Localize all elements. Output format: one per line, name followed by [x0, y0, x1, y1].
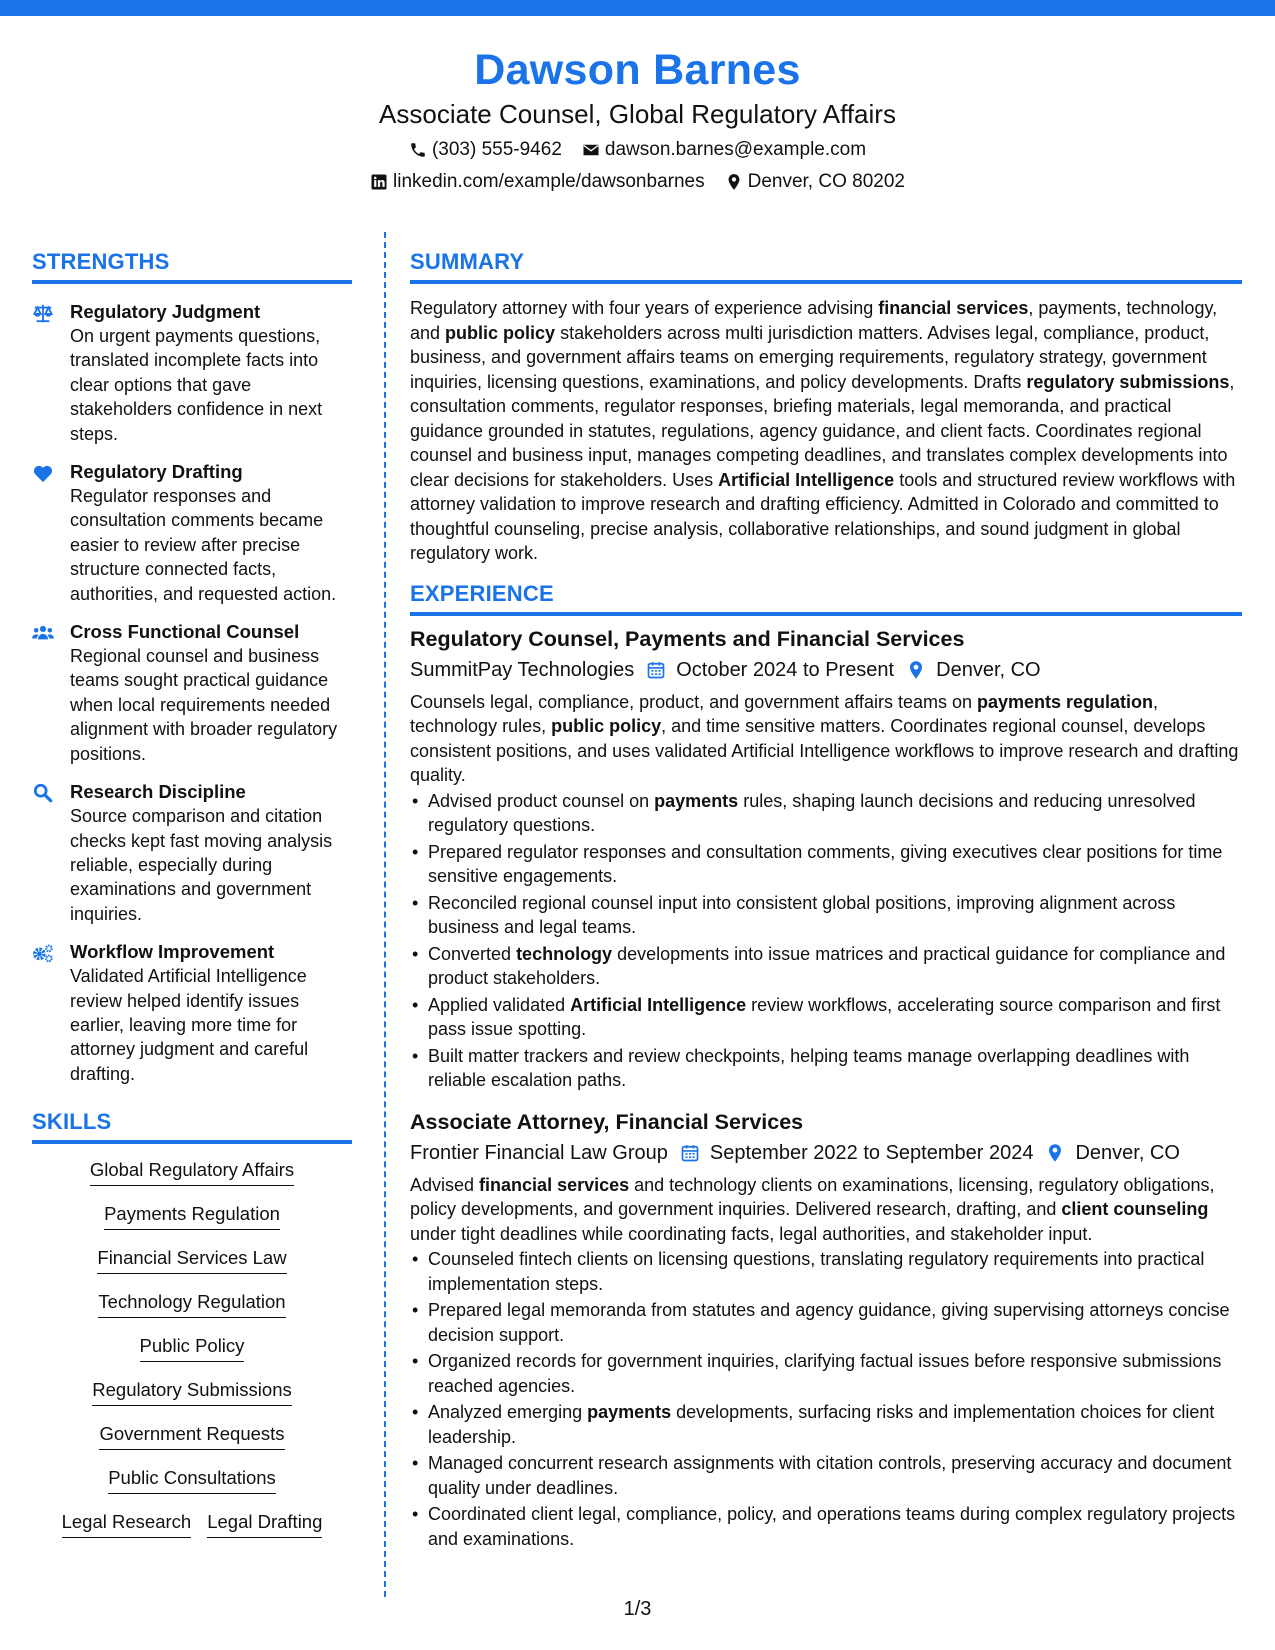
skill-tag: Public Consultations	[108, 1466, 276, 1494]
users-icon	[32, 623, 54, 643]
scale-icon	[32, 303, 54, 323]
envelope-icon	[582, 141, 600, 159]
bullet-item: • Applied validated Artificial Intelligence review workflows, accelerating source comparison and first pass issue spotting.	[410, 993, 1242, 1042]
skills-list	[32, 1158, 352, 1538]
bold-keyword: payments	[587, 1402, 672, 1422]
job-bullets	[410, 1247, 1242, 1551]
skill-tag: Global Regulatory Affairs	[90, 1158, 294, 1186]
column-divider	[384, 232, 386, 1597]
map-pin-icon	[906, 660, 926, 680]
bold-keyword: client counseling	[1061, 1199, 1209, 1219]
page-number: 1/3	[623, 1598, 652, 1620]
linkedin-contact[interactable]	[370, 170, 705, 194]
bold-keyword: financial services	[479, 1174, 630, 1195]
bold-keyword: payments regulation	[976, 691, 1154, 712]
contact-row-2	[0, 170, 1275, 194]
phone-text: (303) 555-9462	[431, 139, 562, 160]
strength-item	[32, 780, 352, 926]
bullet-item: • Organized records for government inquiries, clarifying factual issues before responsive submissions reached agencies.	[410, 1349, 1242, 1398]
candidate-role: Associate Counsel, Global Regulatory Affairs	[379, 99, 896, 129]
skill-tag: Technology Regulation	[98, 1290, 285, 1318]
strength-text: On urgent payments questions, translated incomplete facts into clear options that gave stakeholders confidence in next steps.	[70, 326, 323, 444]
phone-contact[interactable]	[409, 138, 562, 162]
top-accent-bar	[0, 0, 1275, 16]
job-title: Regulatory Counsel, Payments and Financial Services	[410, 626, 965, 651]
job-company: Frontier Financial Law Group	[410, 1141, 668, 1164]
skill-tag: Regulatory Submissions	[92, 1378, 291, 1406]
bullet-item: • Managed concurrent research assignments with citation controls, preserving accuracy and document quality under deadlines.	[410, 1451, 1242, 1500]
job-location: Denver, CO	[936, 658, 1041, 681]
bold-keyword: Artificial Intelligence	[570, 994, 747, 1015]
bullet-item: • Advised product counsel on payments rules, shaping launch decisions and reducing unresolved regulatory questions.	[410, 789, 1242, 838]
email-contact[interactable]	[582, 138, 866, 162]
location-contact	[725, 170, 905, 194]
calendar-icon	[646, 660, 666, 680]
bullet-item: • Counseled fintech clients on licensing questions, translating regulatory requirements into practical implementation steps.	[410, 1247, 1242, 1296]
strength-text: Regional counsel and business teams sought practical guidance when local requirements needed alignment with broader regulatory positions.	[70, 646, 338, 764]
bold-keyword: financial services	[878, 298, 1029, 318]
bold-keyword: Artificial Intelligence	[718, 469, 895, 490]
map-pin-icon	[1045, 1143, 1065, 1163]
strength-title: Workflow Improvement	[70, 941, 275, 963]
job-location: Denver, CO	[1075, 1141, 1180, 1164]
bullet-item: • Prepared legal memoranda from statutes and agency guidance, giving supervising attorneys concise decision support.	[410, 1298, 1242, 1347]
search-icon	[32, 783, 54, 803]
strengths-list	[32, 300, 352, 1086]
skill-tag: Government Requests	[99, 1422, 284, 1450]
skills-heading: SKILLS	[32, 1108, 352, 1144]
strength-title: Cross Functional Counsel	[70, 621, 300, 643]
bullet-item: • Reconciled regional counsel input into consistent global positions, improving alignment across business and legal teams.	[410, 891, 1242, 940]
linkedin-text: linkedin.com/example/dawsonbarnes	[393, 171, 705, 192]
bold-keyword: payments	[654, 790, 739, 811]
job-description: Counsels legal, compliance, product, and government affairs teams on payments regulation, technology rules, public policy, and time sensitive matters. Coordinates regional counsel, develops consistent positions, and uses validated Artificial Intelligence workflows to improve research and drafting quality.	[410, 691, 1239, 785]
calendar-icon	[680, 1143, 700, 1163]
experience-heading: EXPERIENCE	[410, 580, 1242, 616]
bold-keyword: public policy	[445, 322, 556, 343]
strength-item	[32, 460, 352, 606]
strength-text: Source comparison and citation checks kept fast moving analysis reliable, especially during examinations and government inquiries.	[70, 806, 333, 924]
job-bullets	[410, 789, 1242, 1093]
job-entry	[410, 624, 1242, 1093]
bullet-item: • Built matter trackers and review checkpoints, helping teams manage overlapping deadlines with reliable escalation paths.	[410, 1044, 1242, 1093]
contact-row-1	[0, 138, 1275, 162]
strength-text: Regulator responses and consultation comments became easier to review after precise structure connected facts, authorities, and requested action.	[70, 486, 337, 604]
bullet-item: • Analyzed emerging payments developments, surfacing risks and implementation choices for client leadership.	[410, 1400, 1242, 1449]
skill-tag: Legal Drafting	[207, 1510, 322, 1538]
job-meta	[410, 1139, 1242, 1167]
skill-tag: Financial Services Law	[97, 1246, 286, 1274]
bullet-item: • Converted technology developments into issue matrices and practical guidance for compliance and product stakeholders.	[410, 942, 1242, 991]
job-company: SummitPay Technologies	[410, 658, 635, 681]
email-text: dawson.barnes@example.com	[604, 139, 867, 160]
strength-text: Validated Artificial Intelligence review helped identify issues earlier, leaving more time for attorney judgment and careful drafting.	[70, 966, 309, 1084]
candidate-name: Dawson Barnes	[474, 46, 801, 94]
gears-icon	[32, 943, 54, 963]
right-column	[410, 248, 1242, 1553]
summary-heading: SUMMARY	[410, 248, 1242, 284]
job-entry	[410, 1107, 1242, 1552]
skill-tag: Public Policy	[140, 1334, 245, 1362]
strengths-heading: STRENGTHS	[32, 248, 352, 284]
bullet-item: • Coordinated client legal, compliance, policy, and operations teams during complex regulatory projects and examinations.	[410, 1502, 1242, 1551]
job-dates: September 2022 to September 2024	[709, 1141, 1034, 1164]
job-meta	[410, 656, 1242, 684]
bullet-item: • Prepared regulator responses and consultation comments, giving executives clear positions for time sensitive engagements.	[410, 840, 1242, 889]
bold-keyword: regulatory submissions	[1026, 371, 1230, 392]
job-title: Associate Attorney, Financial Services	[410, 1109, 804, 1134]
strength-title: Regulatory Drafting	[70, 461, 243, 483]
linkedin-icon	[370, 173, 388, 191]
location-text: Denver, CO 80202	[747, 171, 905, 192]
strength-title: Research Discipline	[70, 781, 246, 803]
job-description: Advised financial services and technology clients on examinations, licensing, regulatory obligations, policy developments, and government inquiries. Delivered research, drafting, and client counseling under tight deadlines while coordinating facts, legal authorities, and stakeholder input.	[410, 1174, 1215, 1244]
phone-icon	[409, 141, 427, 159]
bold-keyword: public policy	[551, 716, 662, 736]
skill-tag: Payments Regulation	[104, 1202, 280, 1230]
summary-text: Regulatory attorney with four years of experience advising financial services, payments, technology, and public policy stakeholders across multi jurisdiction matters. Advises legal, compliance, product, business, and government affairs teams on emerging requirements, regulatory strategy, government inquiries, licensing questions, examinations, and policy developments. Drafts regulatory submissions, consultation comments, regulator responses, briefing materials, legal memoranda, and practical guidance grounded in statutes, regulations, agency guidance, and client facts. Coordinates regional counsel and business input, manages competing deadlines, and translates complex developments into clear decisions for stakeholders. Uses Artificial Intelligence tools and structured review workflows with attorney validation to improve research and drafting efficiency. Admitted in Colorado and committed to thoughtful counseling, precise analysis, collaborative relationships, and sound judgment in global regulatory work.	[410, 298, 1236, 563]
strength-item	[32, 300, 352, 446]
strength-title: Regulatory Judgment	[70, 301, 261, 322]
job-dates: October 2024 to Present	[676, 658, 895, 681]
bold-keyword: technology	[516, 943, 613, 964]
left-column	[32, 248, 352, 1538]
strength-item	[32, 940, 352, 1086]
map-pin-icon	[725, 173, 743, 191]
strength-item	[32, 620, 352, 766]
resume-header	[0, 44, 1275, 194]
heart-icon	[32, 463, 54, 483]
skill-tag: Legal Research	[62, 1510, 192, 1538]
